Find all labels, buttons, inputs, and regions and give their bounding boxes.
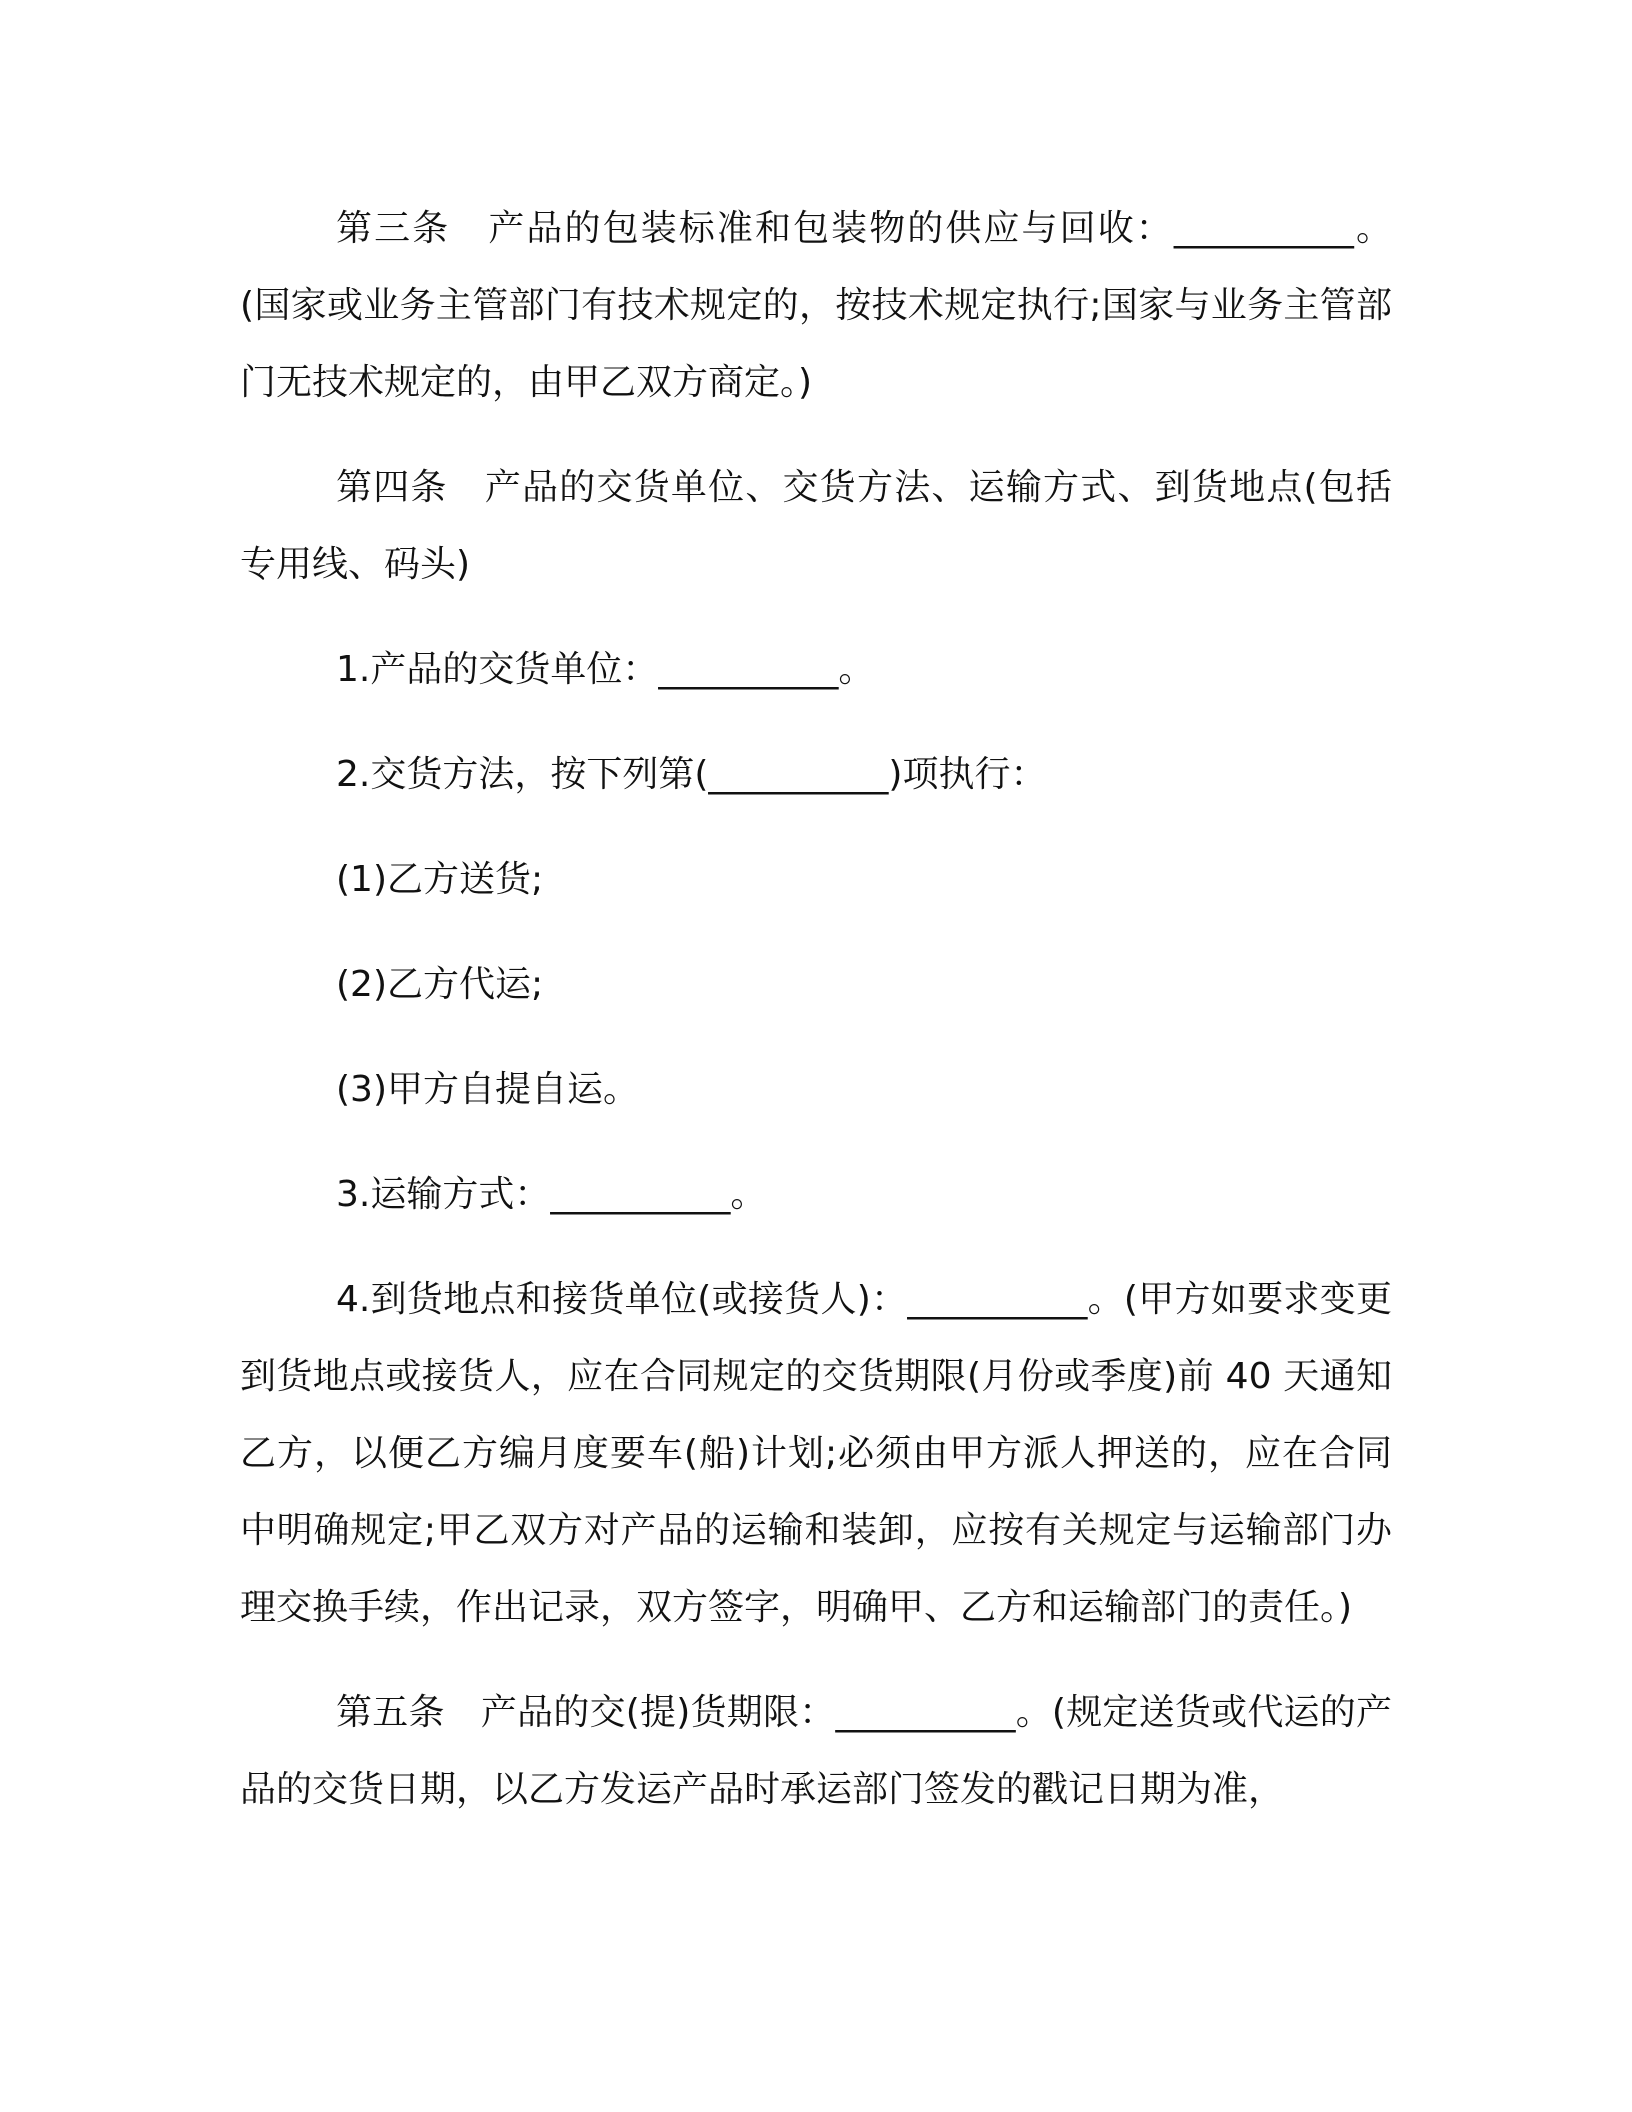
paragraph-spacing — [240, 813, 1392, 841]
paragraph-spacing — [240, 603, 1392, 631]
arrival-place-item: 4.到货地点和接货单位(或接货人)：__________。(甲方如要求变更到货地点或接货人，应在合同规定的交货期限(月份或季度)前 40 天通知乙方，以便乙方编月度要车(船)计划;必须由甲方派人押送的，应在合同中明确规定;甲乙双方对产品的运输和装卸，应按有关规定与运输部门办理交换手续，作出记录，双方签字，明确甲、乙方和运输部门的责任。) — [240, 1279, 1392, 1628]
paragraph-spacing — [240, 1233, 1392, 1261]
document-body — [240, 190, 1392, 1828]
paragraph-spacing — [240, 1646, 1392, 1674]
delivery-option-2: (2)乙方代运; — [336, 964, 544, 1005]
delivery-unit-item: 1.产品的交货单位：__________。 — [336, 649, 875, 690]
article-3-packaging: 第三条 产品的包装标准和包装物的供应与回收：__________。(国家或业务主管部门有技术规定的，按技术规定执行;国家与业务主管部门无技术规定的，由甲乙双方商定。) — [240, 208, 1392, 403]
delivery-method-item: 2.交货方法，按下列第(__________)项执行： — [336, 754, 1047, 795]
paragraph-spacing — [240, 421, 1392, 449]
paragraph-spacing — [240, 708, 1392, 736]
paragraph-spacing — [240, 1128, 1392, 1156]
transport-method-item: 3.运输方式：__________。 — [336, 1174, 767, 1215]
delivery-option-1: (1)乙方送货; — [336, 859, 544, 900]
article-5-delivery-period: 第五条 产品的交(提)货期限：__________。(规定送货或代运的产品的交货日期，以乙方发运产品时承运部门签发的戳记日期为准， — [240, 1692, 1392, 1810]
delivery-option-3: (3)甲方自提自运。 — [336, 1069, 639, 1110]
article-4-delivery-heading: 第四条 产品的交货单位、交货方法、运输方式、到货地点(包括专用线、码头) — [240, 467, 1392, 585]
paragraph-spacing — [240, 918, 1392, 946]
paragraph-spacing — [240, 1023, 1392, 1051]
